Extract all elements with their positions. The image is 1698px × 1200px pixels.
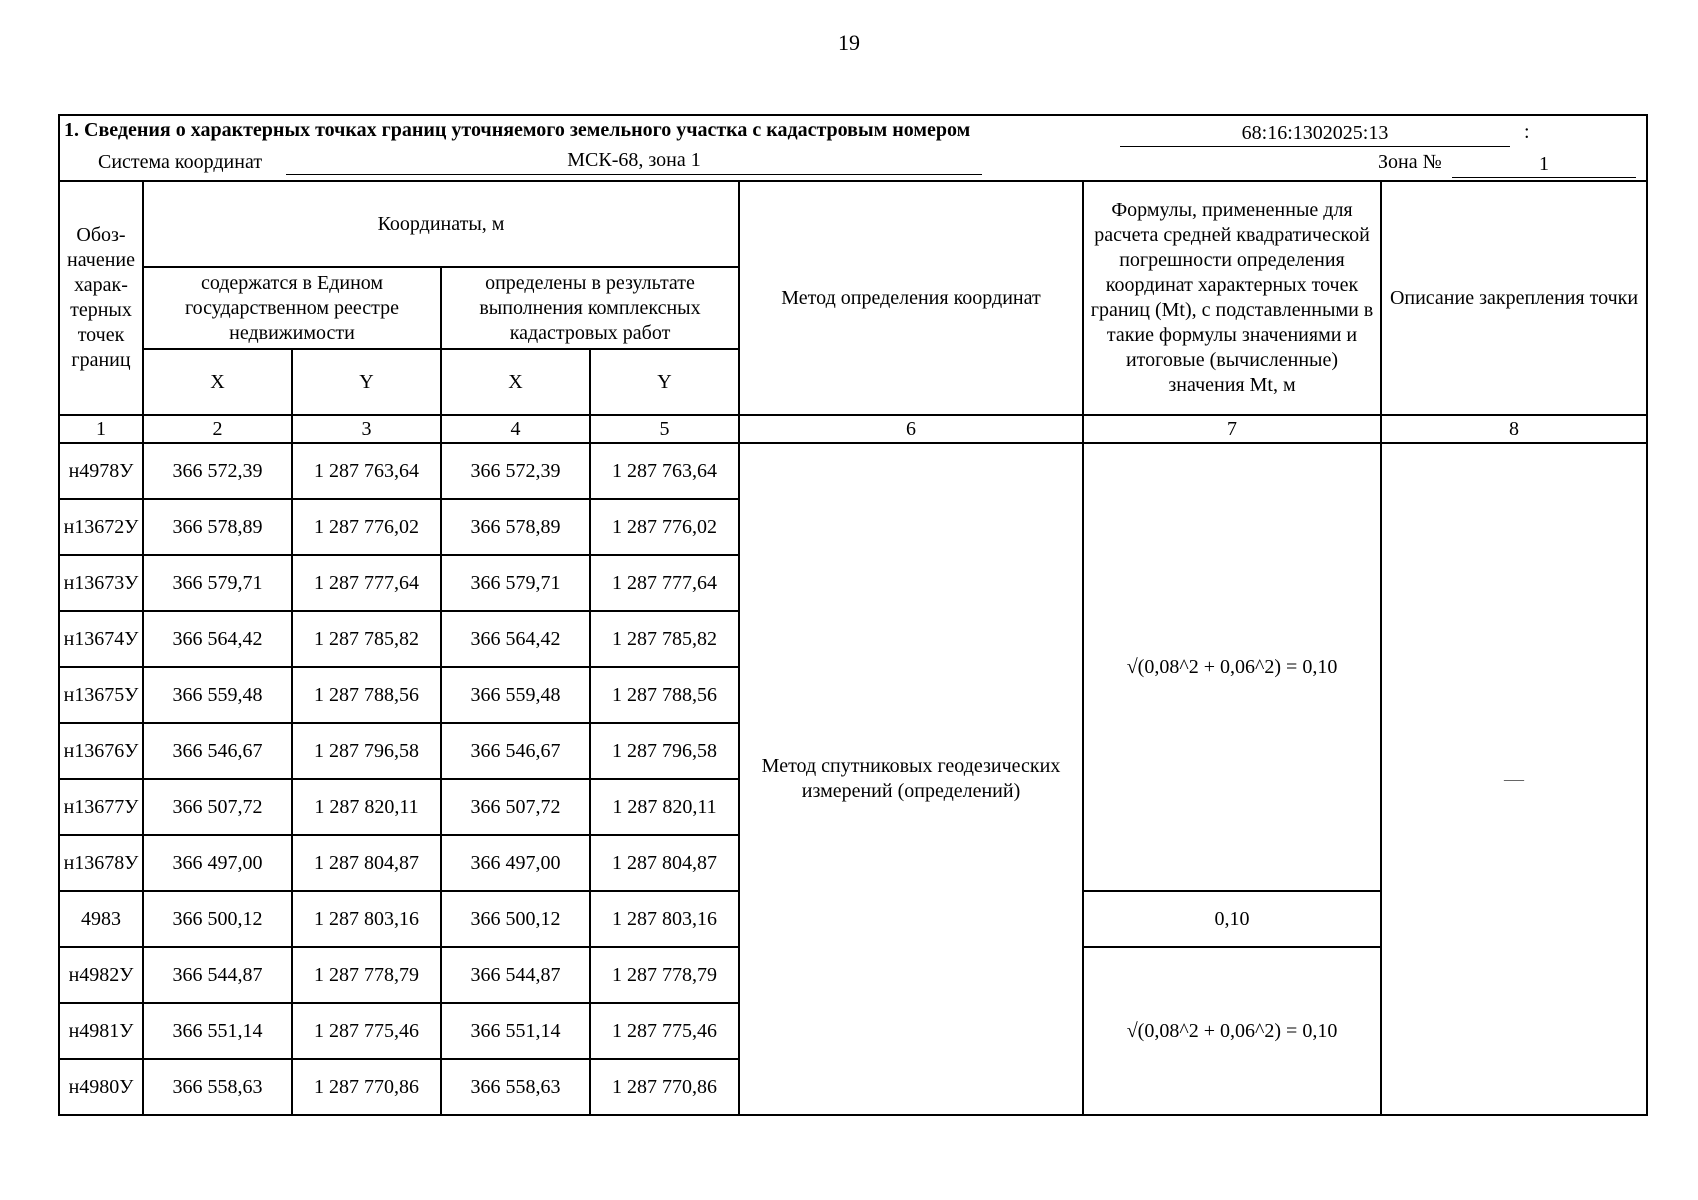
col-number: 1: [59, 415, 143, 443]
determined-x: 366 497,00: [441, 835, 590, 891]
registry-y: 1 287 777,64: [292, 555, 441, 611]
section-title: 1. Сведения о характерных точках границ уточняемого земельного участка с кадастровым номером: [64, 119, 971, 141]
registry-x: 366 572,39: [143, 443, 292, 499]
point-designation: н4982У: [59, 947, 143, 1003]
cadastral-number: 68:16:1302025:13: [1120, 121, 1510, 147]
registry-y: 1 287 775,46: [292, 1003, 441, 1059]
determined-x: 366 564,42: [441, 611, 590, 667]
registry-x: 366 558,63: [143, 1059, 292, 1115]
point-designation: н13678У: [59, 835, 143, 891]
registry-x: 366 564,42: [143, 611, 292, 667]
point-designation: н13676У: [59, 723, 143, 779]
registry-x: 366 579,71: [143, 555, 292, 611]
determined-x: 366 579,71: [441, 555, 590, 611]
determined-x: 366 544,87: [441, 947, 590, 1003]
col-number: 2: [143, 415, 292, 443]
determined-y: 1 287 803,16: [590, 891, 739, 947]
zone-value: 1: [1452, 152, 1636, 178]
point-designation: н13672У: [59, 499, 143, 555]
zone-label: Зона №: [1378, 151, 1442, 173]
col-determined-header: определены в результате выполнения комплексных кадастровых работ: [441, 267, 739, 349]
point-designation: н4981У: [59, 1003, 143, 1059]
registry-y: 1 287 763,64: [292, 443, 441, 499]
registry-y: 1 287 796,58: [292, 723, 441, 779]
registry-y: 1 287 778,79: [292, 947, 441, 1003]
col-number: 8: [1381, 415, 1647, 443]
registry-y: 1 287 804,87: [292, 835, 441, 891]
registry-x: 366 578,89: [143, 499, 292, 555]
col-method-header: Метод определения координат: [739, 181, 1083, 415]
table-row: [59, 443, 1647, 499]
method-cell: Метод спутниковых геодезических измерений (определений): [739, 443, 1083, 1115]
registry-y: 1 287 776,02: [292, 499, 441, 555]
determined-y: 1 287 788,56: [590, 667, 739, 723]
col-number: 4: [441, 415, 590, 443]
registry-x: 366 500,12: [143, 891, 292, 947]
determined-y: 1 287 785,82: [590, 611, 739, 667]
registry-x: 366 507,72: [143, 779, 292, 835]
registry-x: 366 559,48: [143, 667, 292, 723]
col-number: 7: [1083, 415, 1381, 443]
registry-y: 1 287 803,16: [292, 891, 441, 947]
col-number: 3: [292, 415, 441, 443]
determined-x: 366 572,39: [441, 443, 590, 499]
determined-y: 1 287 763,64: [590, 443, 739, 499]
col-number: 6: [739, 415, 1083, 443]
registry-x: 366 546,67: [143, 723, 292, 779]
determined-y: 1 287 778,79: [590, 947, 739, 1003]
determined-x: 366 559,48: [441, 667, 590, 723]
col-number: 5: [590, 415, 739, 443]
point-designation: н13677У: [59, 779, 143, 835]
point-designation: н13674У: [59, 611, 143, 667]
table-header-band: [59, 115, 1647, 181]
registry-y: 1 287 770,86: [292, 1059, 441, 1115]
formula-cell: 0,10: [1083, 891, 1381, 947]
determined-y: 1 287 820,11: [590, 779, 739, 835]
col-formulas-header: Формулы, примененные для расчета средней квадратической погрешности определения координат характерных точек границ (Mt), с подставленными в такие формулы значениями и итоговые (вычисленные) значения Mt, м: [1083, 181, 1381, 415]
col-designation-header: Обоз- начение харак- терных точек границ: [59, 181, 143, 415]
page-number: 19: [838, 30, 860, 55]
point-designation: н13675У: [59, 667, 143, 723]
determined-y: 1 287 804,87: [590, 835, 739, 891]
determined-x: 366 500,12: [441, 891, 590, 947]
determined-x: 366 558,63: [441, 1059, 590, 1115]
determined-x: 366 551,14: [441, 1003, 590, 1059]
point-designation: н4980У: [59, 1059, 143, 1115]
coordinate-system-label: Система координат: [98, 151, 263, 173]
col-y-determined: Y: [590, 349, 739, 415]
registry-x: 366 544,87: [143, 947, 292, 1003]
registry-y: 1 287 820,11: [292, 779, 441, 835]
point-designation: н4978У: [59, 443, 143, 499]
determined-x: 366 507,72: [441, 779, 590, 835]
point-designation: н13673У: [59, 555, 143, 611]
determined-y: 1 287 777,64: [590, 555, 739, 611]
col-y-registry: Y: [292, 349, 441, 415]
point-designation: 4983: [59, 891, 143, 947]
registry-y: 1 287 788,56: [292, 667, 441, 723]
determined-y: 1 287 770,86: [590, 1059, 739, 1115]
registry-y: 1 287 785,82: [292, 611, 441, 667]
coordinates-table: [58, 114, 1648, 1116]
determined-y: 1 287 796,58: [590, 723, 739, 779]
description-cell: —: [1381, 443, 1647, 1115]
formula-cell: √(0,08^2 + 0,06^2) = 0,10: [1083, 443, 1381, 891]
col-x-determined: X: [441, 349, 590, 415]
determined-y: 1 287 776,02: [590, 499, 739, 555]
col-coordinates-header: Координаты, м: [143, 181, 739, 267]
col-description-header: Описание закрепления точки: [1381, 181, 1647, 415]
determined-x: 366 578,89: [441, 499, 590, 555]
column-numbers-row: [59, 415, 1647, 443]
registry-x: 366 551,14: [143, 1003, 292, 1059]
cadastral-colon: :: [1524, 121, 1530, 143]
coordinate-system-value: МСК-68, зона 1: [286, 148, 982, 175]
col-x-registry: X: [143, 349, 292, 415]
col-registry-header: содержатся в Едином государственном реестре недвижимости: [143, 267, 441, 349]
determined-y: 1 287 775,46: [590, 1003, 739, 1059]
registry-x: 366 497,00: [143, 835, 292, 891]
determined-x: 366 546,67: [441, 723, 590, 779]
formula-cell: √(0,08^2 + 0,06^2) = 0,10: [1083, 947, 1381, 1115]
